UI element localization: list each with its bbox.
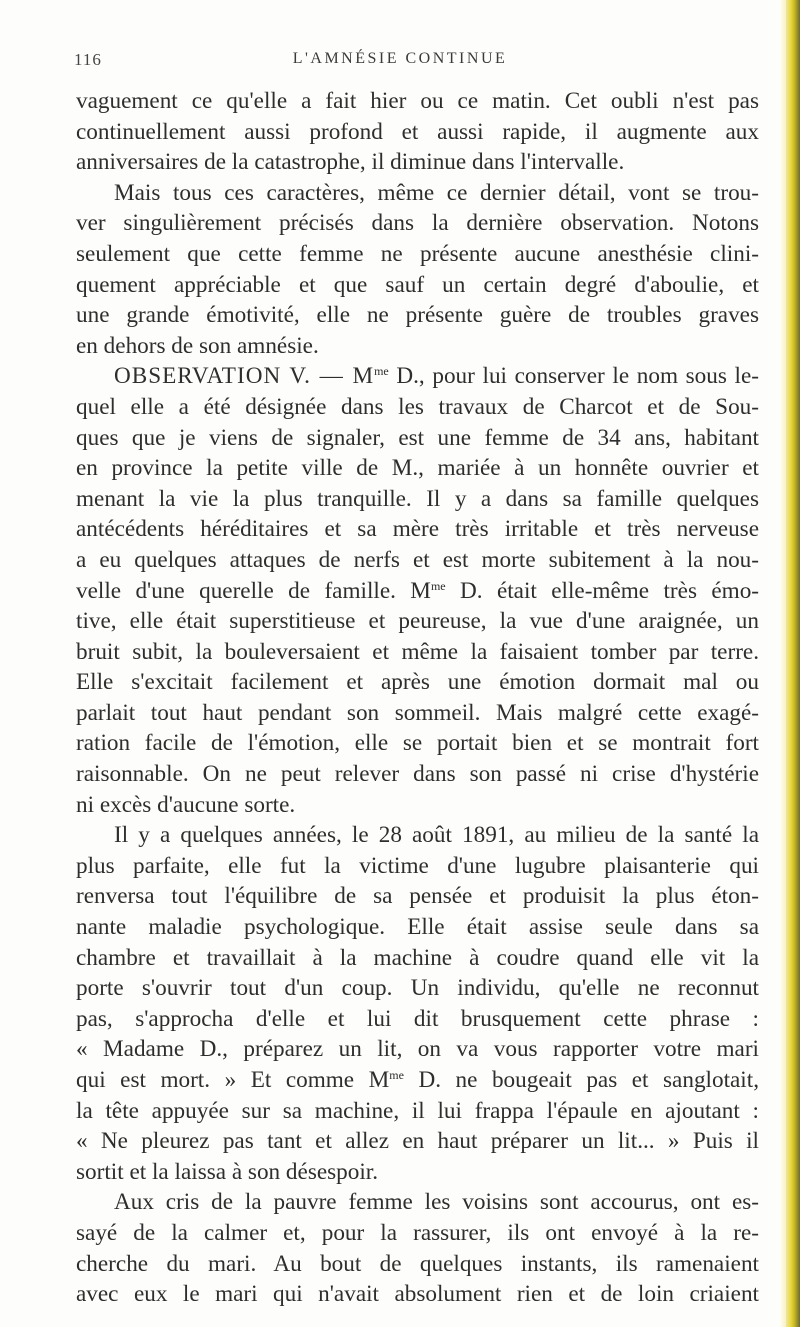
text-line: en province la petite ville de M., mariée à un honnête ouvrier et bbox=[76, 455, 759, 482]
text-line: ques que je viens de signaler, est une femme de 34 ans, habitant bbox=[76, 424, 759, 451]
line-head: velle d'une querelle de famille. M bbox=[76, 577, 431, 604]
text-line: nante maladie psychologique. Elle était assise seule dans sa bbox=[76, 914, 759, 941]
text-line-with-mme bbox=[76, 1065, 759, 1096]
text-line: « Ne pleurez pas tant et allez en haut préparer un lit... » Puis il bbox=[76, 1128, 759, 1155]
text-line: Aux cris de la pauvre femme les voisins sont accourus, ont es- bbox=[114, 1189, 759, 1216]
text-line: quement appréciable et que sauf un certain degré d'aboulie, et bbox=[76, 271, 759, 298]
text-line: sayé de la calmer et, pour la rassurer, ils ont envoyé à la re- bbox=[76, 1219, 759, 1246]
text-line: anniversaires de la catastrophe, il diminue dans l'intervalle. bbox=[76, 149, 625, 176]
text-line: continuellement aussi profond et aussi rapide, il augmente aux bbox=[76, 118, 759, 145]
text-line: raisonnable. On ne peut relever dans son passé ni crise d'hystérie bbox=[76, 761, 759, 788]
line-head: qui est mort. » Et comme M bbox=[76, 1067, 390, 1093]
running-title: L'AMNÉSIE CONTINUE bbox=[292, 50, 508, 67]
text-line: plus parfaite, elle fut la victime d'une lugubre plaisanterie qui bbox=[76, 852, 759, 879]
text-line: « Madame D., préparez un lit, on va vous rapporter votre mari bbox=[76, 1036, 759, 1063]
text-line: Il y a quelques années, le 28 août 1891, au milieu de la santé la bbox=[114, 822, 759, 849]
text-line: bruit subit, la bouleversaient et même la faisaient tomber par terre. bbox=[76, 638, 759, 665]
text-line: en dehors de son amnésie. bbox=[76, 332, 319, 359]
text-line: Elle s'excitait facilement et après une émotion dormait mal ou bbox=[76, 669, 759, 696]
text-line: parlait tout haut pendant son sommeil. Mais malgré cette exagé- bbox=[76, 699, 759, 726]
text-line: ni excès d'aucune sorte. bbox=[76, 791, 296, 818]
text-line: ration facile de l'émotion, elle se portait bien et se montrait fort bbox=[76, 730, 759, 757]
text-line: chambre et travaillait à la machine à coudre quand elle vit la bbox=[76, 944, 759, 971]
text-line: sortit et la laissa à son désespoir. bbox=[76, 1158, 379, 1185]
text-line: avec eux le mari qui n'avait absolument rien et de loin criaient bbox=[76, 1281, 759, 1308]
text-line: renversa tout l'équilibre de sa pensée et produisit la plus éton- bbox=[76, 883, 759, 910]
superscript-mme: me bbox=[389, 1068, 404, 1082]
text-line: a eu quelques attaques de nerfs et est morte subitement à la nou- bbox=[76, 546, 759, 573]
page-number: 116 bbox=[74, 50, 102, 69]
text-line: quel elle a été désignée dans les travaux de Charcot et de Sou- bbox=[76, 393, 759, 420]
observation-heading-line bbox=[76, 361, 759, 392]
text-line: la tête appuyée sur sa machine, il lui frappa l'épaule en ajoutant : bbox=[76, 1097, 759, 1124]
text-line: cherche du mari. Au bout de quelques instants, ils ramenaient bbox=[76, 1250, 759, 1277]
text-line: tive, elle était superstitieuse et peureuse, la vue d'une araignée, un bbox=[76, 608, 759, 635]
text-line: antécédents héréditaires et sa mère très irritable et très nerveuse bbox=[76, 516, 759, 543]
text-line: une grande émotivité, elle ne présente guère de troubles graves bbox=[76, 302, 759, 329]
text-line: porte s'ouvrir tout d'un coup. Un individu, qu'elle ne reconnut bbox=[76, 975, 759, 1002]
text-line: pas, s'approcha d'elle et lui dit brusquement cette phrase : bbox=[76, 1005, 759, 1032]
text-line: Mais tous ces caractères, même ce dernier détail, vont se trou- bbox=[114, 179, 759, 206]
book-fore-edge bbox=[786, 0, 800, 1327]
text-line: vaguement ce qu'elle a fait hier ou ce matin. Cet oubli n'est pas bbox=[76, 88, 759, 114]
observation-line-tail: D., pour lui conserver le nom sous le- bbox=[388, 363, 759, 390]
observation-label: OBSERVATION V. — M bbox=[114, 363, 375, 390]
superscript-mme: me bbox=[430, 578, 446, 593]
text-line-with-mme bbox=[76, 576, 759, 607]
line-tail: D. était elle-même très émo- bbox=[445, 577, 760, 604]
text-line: menant la vie la plus tranquille. Il y a dans sa famille quelques bbox=[76, 485, 759, 512]
line-tail: D. ne bougeait pas et sanglotait, bbox=[403, 1067, 759, 1093]
text-line: seulement que cette femme ne présente aucune anesthésie clini- bbox=[76, 240, 759, 267]
text-line: ver singulièrement précisés dans la dernière observation. Notons bbox=[76, 210, 759, 237]
superscript-mme: me bbox=[374, 364, 389, 379]
body-text bbox=[76, 86, 759, 1310]
